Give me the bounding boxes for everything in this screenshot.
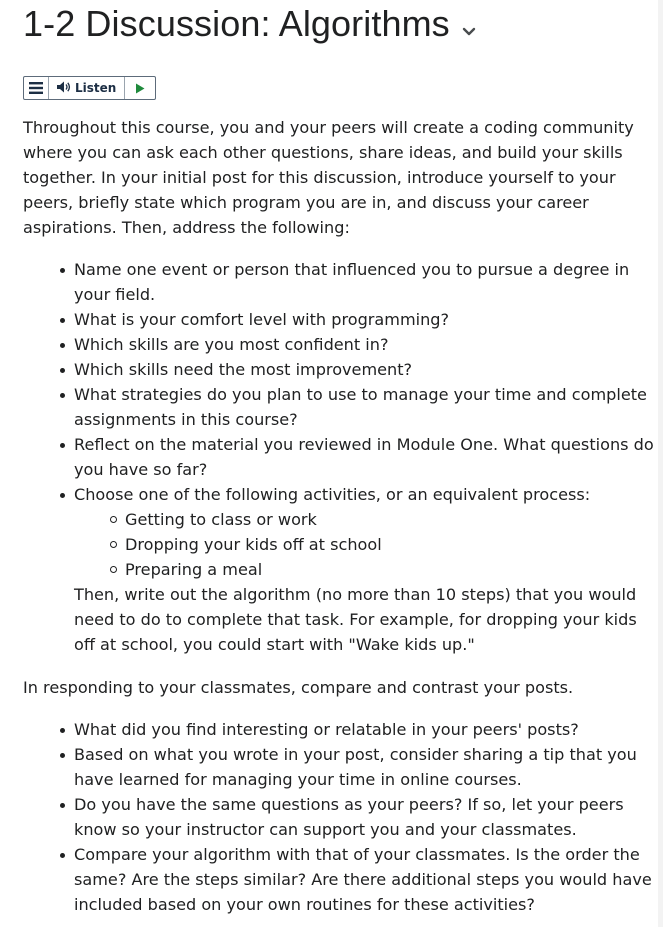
list-item: Based on what you wrote in your post, consider sharing a tip that you have learned for managing your time in online courses. [74,742,655,792]
title-row [23,2,476,46]
readspeaker-toolbar [23,76,156,100]
list-item: What strategies do you plan to use to manage your time and complete assignments in this course? [74,382,655,432]
list-item: Do you have the same questions as your peers? If so, let your peers know so your instructor can support you and your classmates. [74,792,655,842]
scrollbar[interactable] [658,0,663,927]
list-item: Compare your algorithm with that of your classmates. Is the order the same? Are the steps similar? Are there additional steps you would have included based on your own routines for these activities? [74,842,655,917]
page-title: 1-2 Discussion: Algorithms [23,3,450,44]
listen-button[interactable] [49,77,125,99]
response-list [23,717,655,917]
discussion-body [23,115,655,917]
list-item: What did you find interesting or relatable in your peers' posts? [74,717,655,742]
list-item: Name one event or person that influenced you to pursue a degree in your field. [74,257,655,307]
activity-item: Dropping your kids off at school [125,532,655,557]
list-item: Reflect on the material you reviewed in Module One. What questions do you have so far? [74,432,655,482]
intro-paragraph: Throughout this course, you and your peers will create a coding community where you can ask each other questions, share ideas, and build your skills together. In your initial post for this discussion, introduce yourself to your peers, briefly state which program you are in, and discuss your career aspirations. Then, address the following: [23,118,634,237]
activities-list [74,507,655,582]
list-item-activities [74,482,655,657]
activity-followup: Then, write out the algorithm (no more than 10 steps) that you would need to do to complete that task. For example, for dropping your kids off at school, you could start with "Wake kids up." [74,585,637,654]
speaker-icon [57,81,71,96]
activity-item: Preparing a meal [125,557,655,582]
activity-item: Getting to class or work [125,507,655,532]
play-button[interactable] [125,77,155,99]
list-item: What is your comfort level with programming? [74,307,655,332]
chevron-down-icon[interactable] [462,22,476,32]
initial-post-list [23,257,655,657]
responding-paragraph: In responding to your classmates, compare and contrast your posts. [23,678,574,697]
hamburger-menu-icon[interactable] [24,77,49,99]
listen-label: Listen [75,81,117,95]
list-item: Which skills need the most improvement? [74,357,655,382]
activities-prompt: Choose one of the following activities, or an equivalent process: [74,485,591,504]
play-icon [135,79,145,98]
list-item: Which skills are you most confident in? [74,332,655,357]
